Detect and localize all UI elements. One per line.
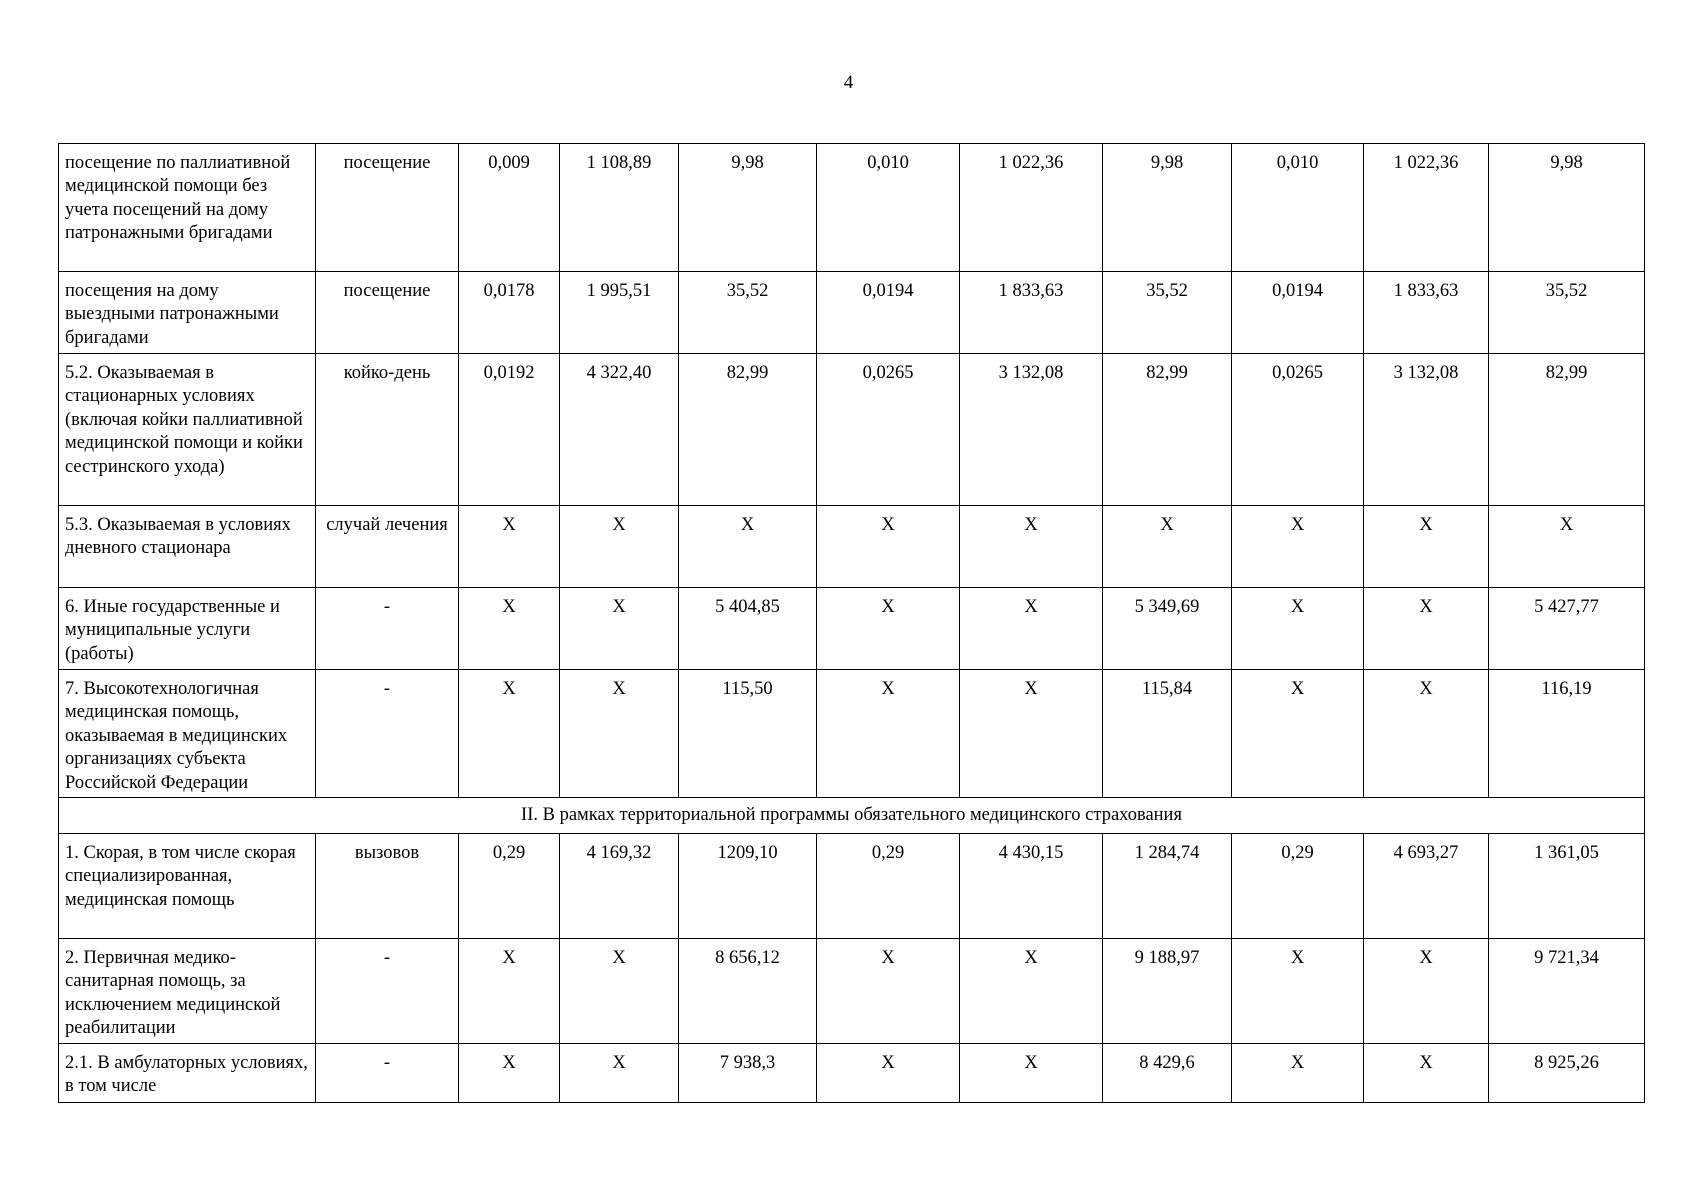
value-cell: X	[1489, 506, 1645, 588]
value-cell: 0,0178	[459, 272, 560, 354]
value-cell: 8 429,6	[1103, 1044, 1232, 1103]
row-unit: -	[316, 670, 459, 798]
value-cell: 4 169,32	[560, 834, 679, 939]
row-name: 2. Первичная медико-санитарная помощь, за исключением медицинской реабилитации	[59, 939, 316, 1044]
value-cell: X	[960, 1044, 1103, 1103]
value-cell: X	[817, 506, 960, 588]
value-cell: X	[817, 670, 960, 798]
value-cell: X	[960, 588, 1103, 670]
value-cell: X	[1232, 670, 1364, 798]
value-cell: X	[960, 939, 1103, 1044]
value-cell: 4 693,27	[1364, 834, 1489, 939]
value-cell: 82,99	[679, 354, 817, 506]
value-cell: X	[960, 506, 1103, 588]
value-cell: 1 022,36	[1364, 144, 1489, 272]
value-cell: 1 361,05	[1489, 834, 1645, 939]
value-cell: 1 833,63	[960, 272, 1103, 354]
value-cell: 0,0265	[817, 354, 960, 506]
section-title: II. В рамках территориальной программы обязательного медицинского страхования	[59, 798, 1645, 834]
value-cell: X	[1103, 506, 1232, 588]
page-number: 4	[843, 72, 854, 93]
value-cell: X	[560, 939, 679, 1044]
value-cell: X	[1232, 939, 1364, 1044]
value-cell: X	[1364, 1044, 1489, 1103]
table-row	[59, 834, 1645, 939]
row-name: 7. Высокотехнологичная медицинская помощь, оказываемая в медицинских организациях субъекта Российской Федерации	[59, 670, 316, 798]
value-cell: X	[459, 588, 560, 670]
value-cell: 4 430,15	[960, 834, 1103, 939]
value-cell: 0,010	[1232, 144, 1364, 272]
value-cell: X	[459, 670, 560, 798]
row-name: 5.2. Оказываемая в стационарных условиях (включая койки паллиативной медицинской помощи и койки сестринского ухода)	[59, 354, 316, 506]
value-cell: X	[459, 1044, 560, 1103]
row-name: 1. Скорая, в том числе скорая специализированная, медицинская помощь	[59, 834, 316, 939]
value-cell: 9,98	[1103, 144, 1232, 272]
value-cell: 1209,10	[679, 834, 817, 939]
table-section-ii	[59, 798, 1645, 834]
value-cell: 5 349,69	[1103, 588, 1232, 670]
row-name: посещения на дому выездными патронажными бригадами	[59, 272, 316, 354]
value-cell: X	[1232, 1044, 1364, 1103]
value-cell: 9 721,34	[1489, 939, 1645, 1044]
value-cell: X	[560, 506, 679, 588]
value-cell: 0,29	[1232, 834, 1364, 939]
table-row	[59, 144, 1645, 272]
value-cell: X	[459, 939, 560, 1044]
value-cell: 82,99	[1103, 354, 1232, 506]
value-cell: 116,19	[1489, 670, 1645, 798]
value-cell: X	[560, 670, 679, 798]
value-cell: X	[560, 588, 679, 670]
value-cell: 0,010	[817, 144, 960, 272]
value-cell: X	[817, 939, 960, 1044]
value-cell: X	[679, 506, 817, 588]
row-unit: -	[316, 939, 459, 1044]
table-row	[59, 506, 1645, 588]
value-cell: X	[560, 1044, 679, 1103]
value-cell: 8 656,12	[679, 939, 817, 1044]
value-cell: 0,009	[459, 144, 560, 272]
row-unit: -	[316, 588, 459, 670]
row-unit: посещение	[316, 272, 459, 354]
value-cell: 82,99	[1489, 354, 1645, 506]
table-row	[59, 670, 1645, 798]
value-cell: 0,29	[459, 834, 560, 939]
row-name: посещение по паллиативной медицинской помощи без учета посещений на дому патронажными бригадами	[59, 144, 316, 272]
value-cell: X	[1364, 588, 1489, 670]
table-part-2	[59, 834, 1645, 1103]
value-cell: 7 938,3	[679, 1044, 817, 1103]
data-table	[58, 143, 1645, 1103]
table-row	[59, 939, 1645, 1044]
value-cell: X	[817, 588, 960, 670]
value-cell: 0,0265	[1232, 354, 1364, 506]
value-cell: X	[817, 1044, 960, 1103]
table-row	[59, 588, 1645, 670]
value-cell: X	[1364, 506, 1489, 588]
value-cell: 1 995,51	[560, 272, 679, 354]
value-cell: 0,0192	[459, 354, 560, 506]
value-cell: X	[1232, 588, 1364, 670]
value-cell: X	[1232, 506, 1364, 588]
value-cell: 0,0194	[817, 272, 960, 354]
value-cell: X	[1364, 939, 1489, 1044]
value-cell: 1 022,36	[960, 144, 1103, 272]
row-unit: койко-день	[316, 354, 459, 506]
row-unit: -	[316, 1044, 459, 1103]
value-cell: 1 284,74	[1103, 834, 1232, 939]
value-cell: 9,98	[679, 144, 817, 272]
value-cell: 35,52	[679, 272, 817, 354]
value-cell: 9,98	[1489, 144, 1645, 272]
value-cell: 1 833,63	[1364, 272, 1489, 354]
value-cell: 5 427,77	[1489, 588, 1645, 670]
section-header-row	[59, 798, 1645, 834]
row-unit: случай лечения	[316, 506, 459, 588]
value-cell: 1 108,89	[560, 144, 679, 272]
value-cell: X	[1364, 670, 1489, 798]
value-cell: X	[960, 670, 1103, 798]
row-name: 2.1. В амбулаторных условиях, в том числе	[59, 1044, 316, 1103]
value-cell: 35,52	[1489, 272, 1645, 354]
row-unit: посещение	[316, 144, 459, 272]
value-cell: 0,29	[817, 834, 960, 939]
value-cell: 35,52	[1103, 272, 1232, 354]
value-cell: 8 925,26	[1489, 1044, 1645, 1103]
row-name: 5.3. Оказываемая в условиях дневного стационара	[59, 506, 316, 588]
table-row	[59, 272, 1645, 354]
value-cell: 115,84	[1103, 670, 1232, 798]
table-part-1	[59, 144, 1645, 798]
row-name: 6. Иные государственные и муниципальные услуги (работы)	[59, 588, 316, 670]
value-cell: 115,50	[679, 670, 817, 798]
value-cell: 9 188,97	[1103, 939, 1232, 1044]
value-cell: X	[459, 506, 560, 588]
table-row	[59, 354, 1645, 506]
value-cell: 4 322,40	[560, 354, 679, 506]
table-row	[59, 1044, 1645, 1103]
value-cell: 3 132,08	[960, 354, 1103, 506]
value-cell: 0,0194	[1232, 272, 1364, 354]
row-unit: вызовов	[316, 834, 459, 939]
value-cell: 3 132,08	[1364, 354, 1489, 506]
value-cell: 5 404,85	[679, 588, 817, 670]
